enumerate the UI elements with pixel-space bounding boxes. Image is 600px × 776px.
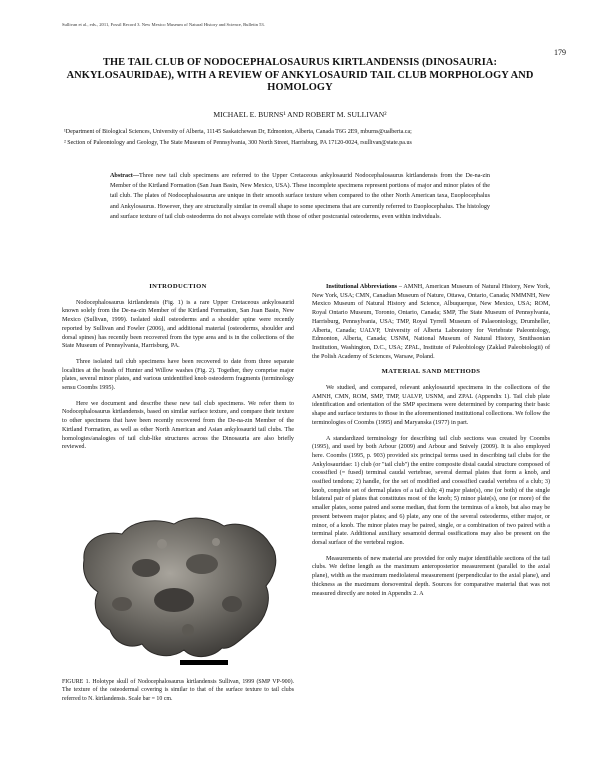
page-number: 179 — [554, 48, 566, 57]
figure-1-caption: FIGURE 1. Holotype skull of Nodocephalosaurus kirtlandensis Sullivan, 1999 (SMP VP-900). The texture of the osteodermal covering is similar to that of the surface texture to tail clubs referred to N. kirtlandensis. Scale bar = 10 cm. — [62, 679, 294, 702]
article-title: THE TAIL CLUB OF NODOCEPHALOSAURUS KIRTLANDENSIS (DINOSAURIA: ANKYLOSAURIDAE), WITH A REVIEW OF ANKYLOSAURID TAIL CLUB MORPHOLOGY AND HOMOLOGY — [66, 57, 534, 93]
abstract-text: Three new tail club specimens are referred to the Upper Cretaceous ankylosaurid Nodocephalosaurus kirtlandensis from the De-na-zin Member of the Kirtland Formation (San Juan Basin, New Mexico, USA). These incomplete specimens represent portions of major and minor plates of the tail club. The plates of Nodocephalosaurus are unique in their smooth surface texture when compared to the other North American taxa, Euoplocephalus and Ankylosaurus. However, they are structurally similar in overall shape to some specimens that are currently referred to Euoplocephalus. The histology and surface texture of tail club osteoderms do not always correlate with those of other postcranial osteoderms, even within individuals. — [110, 173, 490, 220]
intro-paragraph-3: Here we document and describe these new tail club specimens. We refer them to Nodocephalosaurus kirtlandensis, based on similar surface texture, and compare their texture to other specimens that have been recently recovered from the De-na-zin Member of the Kirtland Formation, as well as other North American and Asian ankylosaurid tail clubs. The homologies/analogies of tail club-like structures across the Dinosauria are also briefly reviewed. — [62, 400, 294, 451]
institutional-abbreviations — [312, 283, 550, 361]
institutional-text: – AMNH, American Museum of Natural History, New York, New York, USA; CMN, Canadian Museum of Nature, Ottawa, Ontario, Canada; NMMNH, New Mexico Museum of Natural History and Science, Albuquerque, New Mexico, USA; ROM, Royal Ontario Museum, Toronto, Ontario, Canada; SMP, The State Museum of Pennsylvania, Harrisburg, Pennsylvania, USA; TMP, Royal Tyrrell Museum of Palaeontology, Drumheller, Alberta, Canada; UALVP, University of Alberta Laboratory for Vertebrate Paleontology, Edmonton, Alberta, Canada; USNM, National Museum of Natural History, Smithsonian Institution, Washington, D.C., USA; ZPAL, Institute of Paleobiology (Zaklad Paleobiologii) of the Polish Academy of Sciences, Warsaw, Poland. — [312, 284, 550, 360]
institutional-label: Institutional Abbreviations — [326, 284, 398, 290]
figure-1 — [62, 500, 294, 740]
methods-paragraph-3: Measurements of new material are provided for only major identifiable sections of the tail clubs. We define length as the maximum anteroposterior measurement (parallel to the axial plane), width as the maximum mediolateral measurement (perpendicular to the axial plane), and thickness as the maximum dorsoventral depth. Sources for comparative material that was not measured directly are noted in Appendix 2. A — [312, 555, 550, 597]
authors: MICHAEL E. BURNS¹ AND ROBERT M. SULLIVAN² — [213, 110, 387, 119]
methods-heading: MATERIAL SAND METHODS — [381, 368, 481, 376]
methods-paragraph-1: We studied, and compared, relevant ankylosaurid specimens in the collections of the AMNH, CMN, ROM, SMP, TMP, UALVP, USNM, and ZPAL (Appendix 1). Tail club plate identification and orientation of the SMP specimens were determined by comparing their basic shape and surface textures to those in the aforementioned institutional collections. We follow the terminologies of Coombs (1995) and Maryanska (1977) in part. — [312, 385, 550, 426]
abstract — [110, 171, 490, 222]
affiliation-2: ² Section of Paleontology and Geology, The State Museum of Pennsylvania, 300 North Street, Harrisburg, PA 17120-0024, rsullivan@state.pa.us — [64, 140, 412, 146]
methods-paragraph-2: A standardized terminology for describing tail club sections was created by Coombs (1995), and used by both Arbour (2009) and Arbour and Snively (2009). It is also employed here. Coombs (1995, p. 903) provided six principal terms used in describing tail clubs for the Ankylosauridae: 1) club (or "tail club") the entire composite distal caudal structure composed of coossified (= fused) terminal caudal vertebrae, several dermal plates that form a knob, and ossified tendons; 2) handle, for the set of modified and coossified caudal vertebra of a club; 3) knob, complete set of dermal plates of a tail club; 4) major plate(s), one (or both) of the single bilateral pair of plates that constitutes most of the knob; 5) minor plate(s), one (or more) of the smaller plates, some paired and some median, that form the terminus of a knob, but also may be present between major plates; and 6) plate, any one of the several osteoderms, either major, or minor, of a knob. The minor plates may be paired, single, or a combination of two paired with a terminal plate. Additional auxiliary sesamoid dermal ossifications may also be present on the dorsal surface of the vertebral region. — [312, 435, 550, 546]
holotype-skull-photo — [62, 500, 294, 670]
skull-body — [84, 518, 276, 657]
running-head: Sullivan et al., eds., 2011, Fossil Record 3. New Mexico Museum of Natural History and Science, Bulletin 53. — [62, 22, 265, 27]
right-column — [312, 283, 550, 605]
affiliation-1: ¹Department of Biological Sciences, University of Alberta, 11145 Saskatchewan Dr, Edmonton, Alberta, Canada T6G 2E9, mburns@ualberta.ca; — [64, 129, 412, 135]
intro-paragraph-2: Three isolated tail club specimens have been recovered to date from three separate localities at the heads of Hunter and Willow washes (Fig. 2). Together, they comprise major plates, several minor plates, and various unidentified knob osteoderm fragments (terminology sensu Coombs 1995). — [62, 358, 294, 392]
left-column — [62, 283, 294, 459]
intro-heading: INTRODUCTION — [149, 283, 207, 290]
intro-paragraph-1: Nodocephalosaurus kirtlandensis (Fig. 1) is a rare Upper Cretaceous ankylosaurid known solely from the De-na-zin Member of the Kirtland Formation, San Juan Basin, New Mexico (Sullivan, 1999). Isolated skull osteoderms and a shoulder spine were recently reported by Sullivan and Fowler (2006), and additional material (osteoderms, shoulder and dorsal spines) has recently been recovered from the type area and is in the collections of the State Museum of Pennsylvania, Harrisburg, PA. — [62, 299, 294, 350]
abstract-label: Abstract— — [110, 173, 139, 179]
scale-bar — [180, 660, 228, 665]
